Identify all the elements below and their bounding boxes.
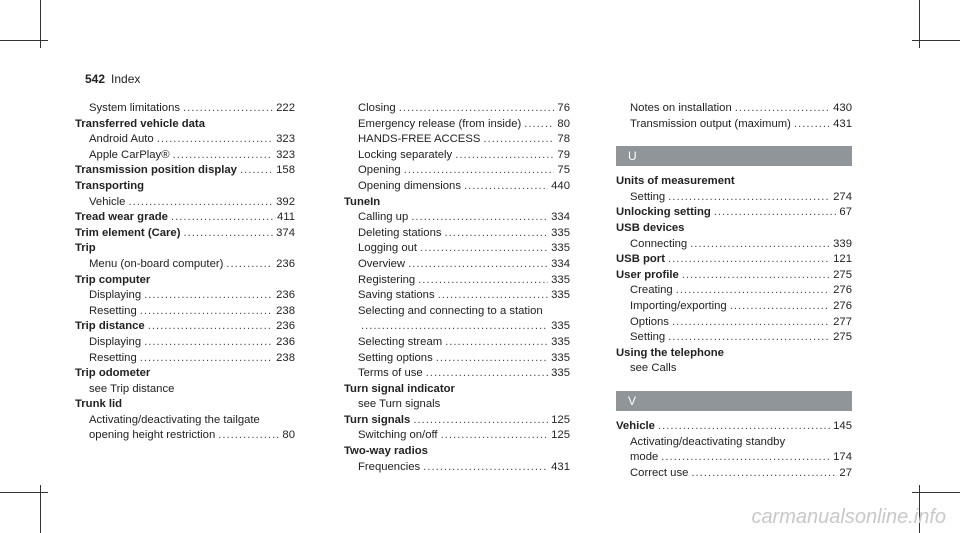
- page-reference[interactable]: 27: [839, 466, 852, 479]
- index-term: Resetting: [89, 351, 137, 364]
- index-entry: [75, 179, 295, 195]
- index-entry: [75, 210, 295, 226]
- page-reference[interactable]: 121: [833, 253, 852, 266]
- index-entry: [344, 179, 570, 195]
- index-term: see Turn signals: [358, 398, 441, 411]
- dot-leader: [173, 148, 274, 164]
- index-entry: [616, 299, 852, 315]
- page-header: [85, 72, 140, 86]
- index-entry: [616, 346, 852, 362]
- index-entry: [75, 148, 295, 164]
- index-entry: [75, 351, 295, 367]
- dot-leader: [183, 226, 273, 242]
- page-reference[interactable]: 335: [551, 335, 570, 348]
- index-entry: [616, 205, 852, 221]
- index-term: Deleting stations: [358, 226, 442, 239]
- index-term: Trip distance: [75, 320, 145, 333]
- dot-leader: [408, 257, 548, 273]
- dot-leader: [144, 288, 273, 304]
- dot-leader: [524, 117, 554, 133]
- index-entry: [344, 413, 570, 429]
- index-term: Android Auto: [89, 133, 154, 146]
- page-reference[interactable]: 335: [551, 289, 570, 302]
- dot-leader: [171, 210, 274, 226]
- index-term: Setting options: [358, 351, 433, 364]
- dot-leader: [218, 428, 279, 444]
- dot-leader: [668, 190, 830, 206]
- page-reference[interactable]: 79: [557, 148, 570, 161]
- index-entry: [344, 319, 570, 335]
- dot-leader: [464, 179, 548, 195]
- crop-mark: [912, 492, 960, 493]
- dot-leader: [140, 351, 273, 367]
- index-term: Vehicle: [89, 195, 126, 208]
- dot-leader: [682, 268, 830, 284]
- index-list-top: [616, 101, 852, 132]
- page-reference[interactable]: 236: [276, 289, 295, 302]
- index-entry: [344, 382, 570, 398]
- index-term: Logging out: [358, 242, 418, 255]
- index-entry: [616, 435, 852, 451]
- index-entry: [75, 413, 295, 429]
- dot-leader: [411, 210, 548, 226]
- dot-leader: [404, 163, 555, 179]
- page-reference[interactable]: 334: [551, 211, 570, 224]
- page-reference[interactable]: 125: [551, 413, 570, 426]
- page-reference[interactable]: 125: [551, 429, 570, 442]
- index-entry: [75, 257, 295, 273]
- page-reference[interactable]: 431: [833, 117, 852, 130]
- index-term: Transferred vehicle data: [75, 117, 205, 130]
- index-list-u: [616, 174, 852, 377]
- index-term: Menu (on-board computer): [89, 257, 224, 270]
- page-reference[interactable]: 335: [551, 320, 570, 333]
- page-reference[interactable]: 236: [276, 320, 295, 333]
- page-reference[interactable]: 334: [551, 257, 570, 270]
- index-term: Trim element (Care): [75, 226, 181, 239]
- dot-leader: [148, 319, 273, 335]
- page-reference[interactable]: 275: [833, 268, 852, 281]
- index-entry: [75, 382, 295, 398]
- dot-leader: [676, 283, 830, 299]
- index-entry: [344, 132, 570, 148]
- index-term: Transmission position display: [75, 164, 237, 177]
- index-term: see Calls: [630, 362, 677, 375]
- index-term: Setting: [630, 190, 666, 203]
- dot-leader: [399, 101, 555, 117]
- section-header-v: V: [616, 391, 852, 411]
- index-term: Activating/deactivating standby: [630, 435, 786, 448]
- page-reference[interactable]: 78: [557, 133, 570, 146]
- index-entry: [616, 466, 852, 482]
- dot-leader: [672, 315, 830, 331]
- page-reference[interactable]: 335: [551, 273, 570, 286]
- index-entry: [75, 163, 295, 179]
- index-entry: [616, 330, 852, 346]
- dot-leader: [661, 450, 830, 466]
- dot-leader: [420, 241, 548, 257]
- index-entry: [75, 366, 295, 382]
- index-entry: [616, 252, 852, 268]
- index-entry: [344, 226, 570, 242]
- dot-leader: [438, 288, 549, 304]
- index-entry: [75, 319, 295, 335]
- index-entry: [75, 304, 295, 320]
- page-reference[interactable]: 174: [833, 451, 852, 464]
- watermark: carmanualsonline.info: [751, 506, 946, 528]
- dot-leader: [691, 466, 836, 482]
- index-term: Options: [630, 315, 669, 328]
- index-term: Activating/deactivating the tailgate: [89, 413, 260, 426]
- index-term: Displaying: [89, 335, 142, 348]
- index-term: HANDS-FREE ACCESS: [358, 133, 481, 146]
- index-term: Unlocking setting: [616, 206, 711, 219]
- dot-leader: [445, 226, 549, 242]
- dot-leader: [658, 419, 830, 435]
- page-reference[interactable]: 275: [833, 331, 852, 344]
- page-reference[interactable]: 276: [833, 299, 852, 312]
- index-term: Displaying: [89, 289, 142, 302]
- index-entry: [344, 428, 570, 444]
- index-entry: [344, 241, 570, 257]
- index-entry: [616, 283, 852, 299]
- index-entry: [344, 335, 570, 351]
- page-reference[interactable]: 236: [276, 257, 295, 270]
- dot-leader: [361, 319, 548, 335]
- dot-leader: [144, 335, 273, 351]
- dot-leader: [735, 101, 830, 117]
- page-reference[interactable]: 236: [276, 335, 295, 348]
- dot-leader: [441, 428, 549, 444]
- dot-leader: [794, 117, 830, 133]
- page-reference[interactable]: 431: [551, 460, 570, 473]
- index-term: System limitations: [89, 102, 181, 114]
- index-entry: [344, 397, 570, 413]
- index-term: Emergency release (from inside): [358, 117, 522, 130]
- dot-leader: [240, 163, 273, 179]
- index-term: Locking separately: [358, 148, 453, 161]
- index-term: Units of measurement: [616, 175, 735, 188]
- dot-leader: [714, 205, 837, 221]
- page-reference[interactable]: 392: [276, 195, 295, 208]
- crop-mark: [0, 40, 48, 41]
- dot-leader: [436, 351, 548, 367]
- index-term: Calling up: [358, 211, 409, 224]
- page-reference[interactable]: 335: [551, 367, 570, 380]
- index-term: Switching on/off: [358, 429, 438, 442]
- index-term: Selecting and connecting to a station: [358, 304, 543, 317]
- index-entry: [616, 101, 852, 117]
- page-reference[interactable]: 411: [276, 211, 295, 224]
- page-reference[interactable]: 374: [276, 226, 295, 239]
- page-reference[interactable]: 335: [551, 226, 570, 239]
- index-term: Setting: [630, 331, 666, 344]
- index-entry: [344, 273, 570, 289]
- index-term: Opening dimensions: [358, 179, 461, 192]
- page-reference[interactable]: 145: [833, 419, 852, 432]
- dot-leader: [690, 237, 830, 253]
- index-entry: [344, 117, 570, 133]
- index-term: Trip computer: [75, 273, 151, 286]
- page-reference[interactable]: 80: [557, 117, 570, 130]
- index-entry: [344, 351, 570, 367]
- index-entry: [344, 210, 570, 226]
- index-term: Saving stations: [358, 289, 435, 302]
- index-entry: [616, 315, 852, 331]
- index-term: Connecting: [630, 237, 688, 250]
- index-entry: [75, 101, 295, 117]
- index-term: Closing: [358, 102, 396, 114]
- index-term: mode: [630, 451, 659, 464]
- index-term: Transmission output (maximum): [630, 117, 791, 130]
- index-term: Transporting: [75, 179, 145, 192]
- dot-leader: [426, 366, 548, 382]
- page-reference[interactable]: 339: [833, 237, 852, 250]
- index-entry: [616, 174, 852, 190]
- dot-leader: [423, 460, 548, 476]
- index-entry: [344, 195, 570, 211]
- page-reference[interactable]: 238: [276, 304, 295, 317]
- section-header-u: U: [616, 146, 852, 166]
- index-term: Registering: [358, 273, 416, 286]
- index-entry: [75, 195, 295, 211]
- page-reference[interactable]: 158: [276, 164, 295, 177]
- index-entry: [75, 273, 295, 289]
- index-term: TuneIn: [344, 195, 381, 208]
- dot-leader: [413, 413, 548, 429]
- page-reference[interactable]: 274: [833, 190, 852, 203]
- page-reference[interactable]: 76: [557, 102, 570, 114]
- index-entry: [616, 117, 852, 133]
- index-term: Turn signals: [344, 413, 411, 426]
- page-reference[interactable]: 440: [551, 179, 570, 192]
- index-term: Correct use: [630, 466, 689, 479]
- index-term: Using the telephone: [616, 346, 724, 359]
- index-entry: [616, 221, 852, 237]
- index-column-2: [344, 101, 570, 475]
- index-entry: [75, 241, 295, 257]
- index-term: Resetting: [89, 304, 137, 317]
- index-term: see Trip distance: [89, 382, 175, 395]
- index-entry: [75, 132, 295, 148]
- page-reference[interactable]: 80: [282, 429, 295, 442]
- page-number: 542: [85, 72, 106, 86]
- index-term: Overview: [358, 257, 406, 270]
- page-reference[interactable]: 238: [276, 351, 295, 364]
- index-term: Turn signal indicator: [344, 382, 455, 395]
- dot-leader: [226, 257, 273, 273]
- index-entry: [616, 450, 852, 466]
- index-entry: [616, 237, 852, 253]
- page-label: Index: [111, 72, 141, 86]
- index-entry: [344, 163, 570, 179]
- index-term: Two-way radios: [344, 445, 428, 458]
- index-term: Trunk lid: [75, 398, 123, 411]
- index-entry: [75, 226, 295, 242]
- index-entry: [344, 148, 570, 164]
- index-term: Opening: [358, 164, 401, 177]
- dot-leader: [730, 299, 830, 315]
- index-term: Trip: [75, 242, 96, 255]
- index-term: Creating: [630, 284, 673, 297]
- dot-leader: [483, 132, 554, 148]
- dot-leader: [418, 273, 548, 289]
- index-term: Vehicle: [616, 419, 655, 432]
- crop-mark: [0, 492, 48, 493]
- index-entry: [75, 117, 295, 133]
- index-list-v: [616, 419, 852, 481]
- index-column-1: [75, 101, 295, 444]
- dot-leader: [668, 330, 830, 346]
- index-entry: [344, 257, 570, 273]
- index-entry: [75, 397, 295, 413]
- dot-leader: [140, 304, 273, 320]
- page-reference[interactable]: 323: [276, 133, 295, 146]
- page-reference[interactable]: 75: [557, 164, 570, 177]
- index-entry: [344, 288, 570, 304]
- index-term: USB port: [616, 253, 665, 266]
- index-entry: [344, 101, 570, 117]
- page-reference[interactable]: 335: [551, 351, 570, 364]
- index-term: Trip odometer: [75, 367, 151, 380]
- page-reference[interactable]: 222: [276, 102, 295, 114]
- dot-leader: [183, 101, 273, 117]
- index-term: Frequencies: [358, 460, 421, 473]
- dot-leader: [445, 335, 548, 351]
- index-term: User profile: [616, 268, 679, 281]
- page-reference[interactable]: 276: [833, 284, 852, 297]
- index-term: USB devices: [616, 221, 685, 234]
- index-entry: [75, 288, 295, 304]
- index-entry: [616, 268, 852, 284]
- dot-leader: [668, 252, 830, 268]
- index-term: Tread wear grade: [75, 211, 168, 224]
- index-term: opening height restriction: [89, 429, 216, 442]
- dot-leader: [455, 148, 554, 164]
- dot-leader: [157, 132, 273, 148]
- page-reference[interactable]: 430: [833, 102, 852, 114]
- page-reference[interactable]: 323: [276, 148, 295, 161]
- page-reference[interactable]: 335: [551, 242, 570, 255]
- index-entry: [616, 419, 852, 435]
- crop-mark: [912, 40, 960, 41]
- index-entry: [75, 428, 295, 444]
- index-column-3: [616, 101, 852, 481]
- index-entry: [616, 361, 852, 377]
- index-entry: [344, 460, 570, 476]
- index-entry: [616, 190, 852, 206]
- page-reference[interactable]: 277: [833, 315, 852, 328]
- index-entry: [75, 335, 295, 351]
- index-term: Apple CarPlay®: [89, 148, 170, 161]
- index-entry: [344, 304, 570, 320]
- page-reference[interactable]: 67: [839, 206, 852, 219]
- index-term: Terms of use: [358, 367, 423, 380]
- index-term: Selecting stream: [358, 335, 443, 348]
- dot-leader: [128, 195, 273, 211]
- index-term: Notes on installation: [630, 102, 732, 114]
- index-term: Importing/exporting: [630, 299, 727, 312]
- index-entry: [344, 366, 570, 382]
- index-entry: [344, 444, 570, 460]
